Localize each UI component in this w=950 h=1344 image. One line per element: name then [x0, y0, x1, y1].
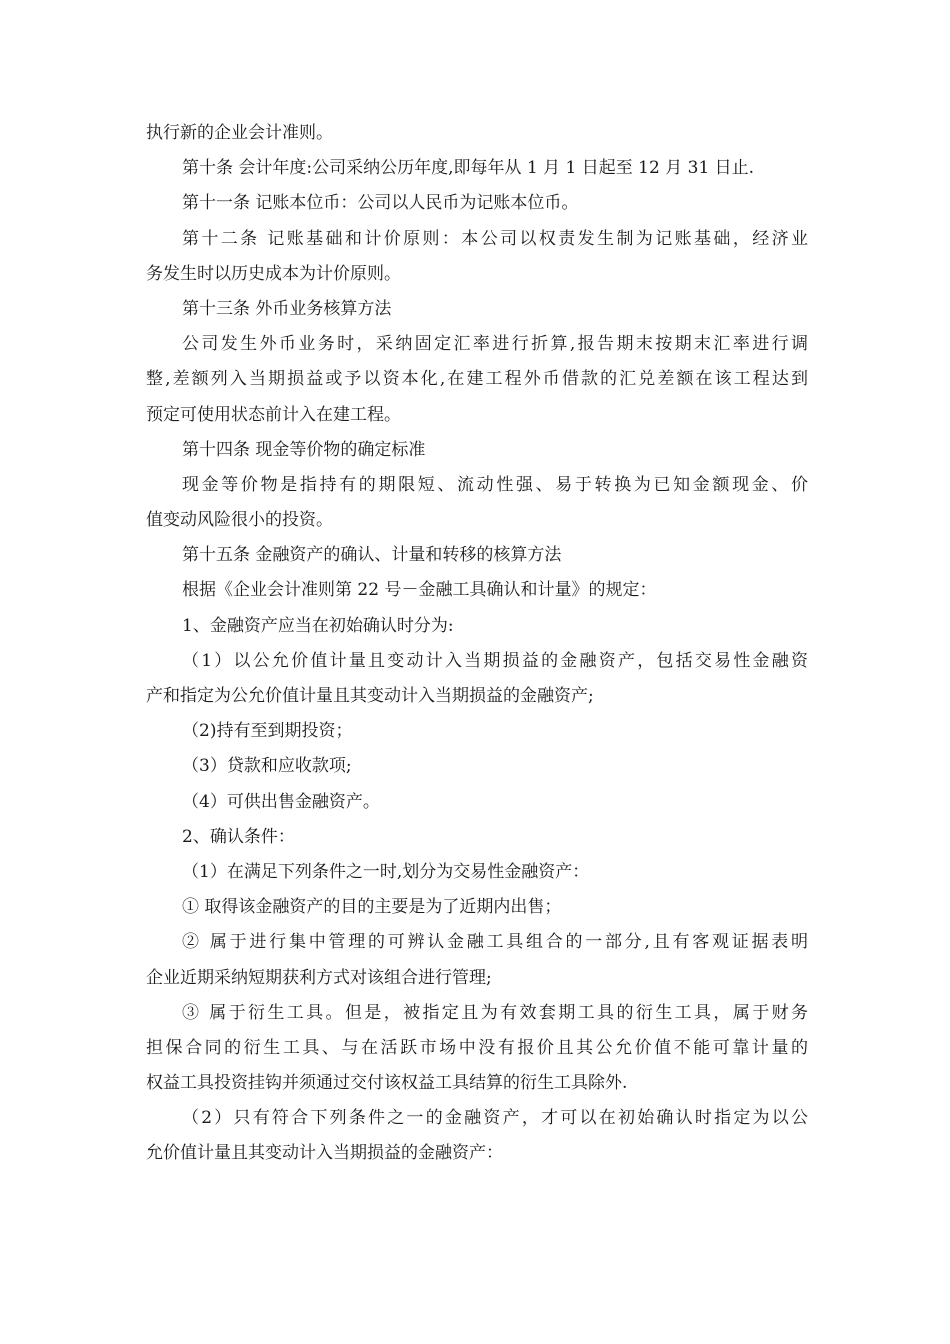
text-line: ① 取得该金融资产的目的主要是为了近期内出售；	[182, 897, 562, 918]
text-line: 现金等价物是指持有的期限短、流动性强、易于转换为已知金额现金、价	[182, 474, 808, 495]
text-line: ③ 属于衍生工具。但是，被指定且为有效套期工具的衍生工具，属于财务	[182, 1002, 808, 1023]
text-line: （4）可供出售金融资产。	[182, 791, 380, 812]
text-line: 执行新的企业会计准则。	[146, 123, 333, 143]
text-line: 1、金融资产应当在初始确认时分为:	[182, 615, 454, 636]
text-line: 第十条 会计年度:公司采纳公历年度,即每年从 1 月 1 日起至 12 月 31 日止.	[182, 158, 755, 179]
text-line: 产和指定为公允价值计量且其变动计入当期损益的金融资产;	[146, 686, 594, 706]
text-line: 第十三条 外币业务核算方法	[182, 298, 392, 319]
text-line: 担保合同的衍生工具、与在活跃市场中没有报价且其公允价值不能可靠计量的	[146, 1037, 808, 1058]
text-line: （1）在满足下列条件之一时,划分为交易性金融资产：	[182, 861, 590, 882]
text-line: （1）以公允价值计量且变动计入当期损益的金融资产，包括交易性金融资	[182, 650, 808, 671]
text-line: 第十四条 现金等价物的确定标准	[182, 439, 426, 460]
text-line: 第十二条 记账基础和计价原则：本公司以权责发生制为记账基础，经济业	[182, 228, 808, 249]
text-line: 根据《企业会计准则第 22 号－金融工具确认和计量》的规定：	[182, 580, 657, 601]
text-line: 值变动风险很小的投资。	[146, 510, 333, 531]
text-line: 第十五条 金融资产的确认、计量和转移的核算方法	[182, 545, 562, 566]
text-line: ② 属于进行集中管理的可辨认金融工具组合的一部分,且有客观证据表明	[182, 932, 808, 953]
text-line: （2）只有符合下列条件之一的金融资产，才可以在初始确认时指定为以公	[182, 1108, 808, 1129]
text-line: 公司发生外币业务时，采纳固定汇率进行折算,报告期末按期末汇率进行调	[182, 334, 808, 355]
text-line: 2、确认条件：	[182, 826, 295, 847]
text-line: 整,差额列入当期损益或予以资本化,在建工程外币借款的汇兑差额在该工程达到	[146, 369, 808, 390]
text-line: 第十一条 记账本位币：公司以人民币为记账本位币。	[182, 193, 579, 214]
text-line: 务发生时以历史成本为计价原则。	[146, 263, 401, 284]
text-line: 权益工具投资挂钩并须通过交付该权益工具结算的衍生工具除外.	[146, 1073, 628, 1094]
text-line: 预定可使用状态前计入在建工程。	[146, 404, 401, 425]
text-line: 允价值计量且其变动计入当期损益的金融资产：	[146, 1143, 503, 1164]
text-line: （2)持有至到期投资；	[182, 721, 353, 742]
text-line: （3）贷款和应收款项;	[182, 756, 352, 777]
document-page	[146, 116, 808, 1172]
text-line: 企业近期采纳短期获利方式对该组合进行管理;	[146, 967, 492, 988]
